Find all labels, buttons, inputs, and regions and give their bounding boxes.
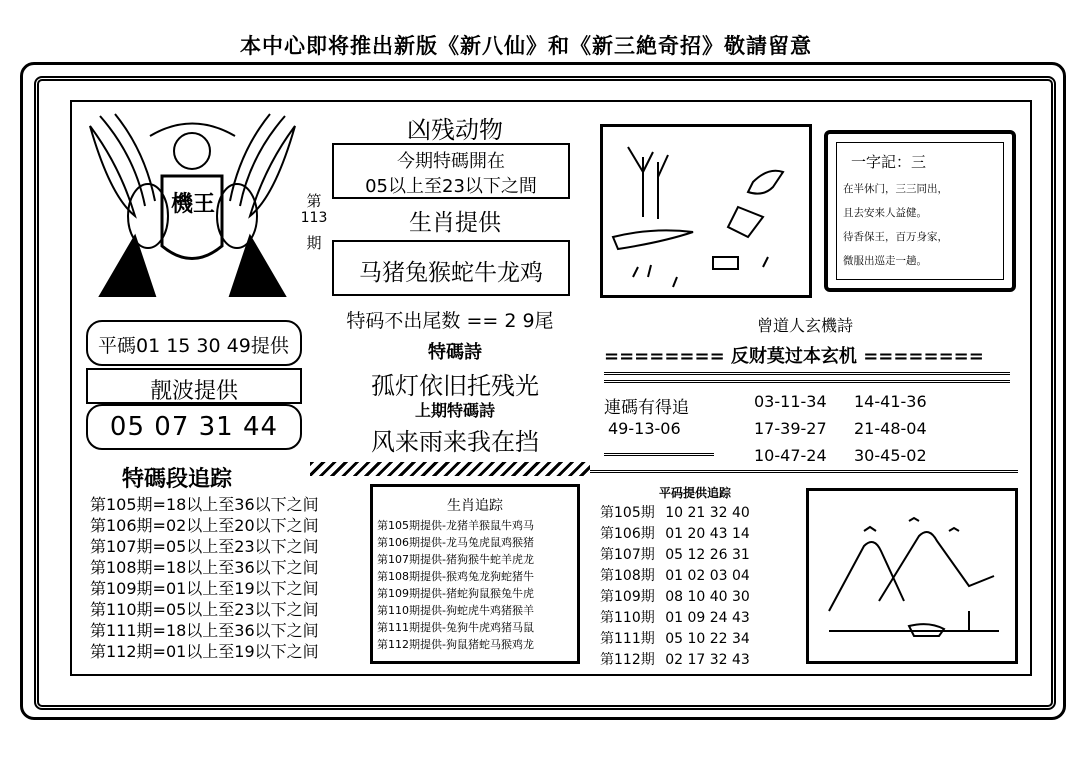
zodiac-title: 生肖提供 (409, 210, 501, 236)
zodiac-tracking-title: 生肖追踪 (447, 498, 503, 514)
zodiac-tracking-box (370, 484, 580, 664)
daoren-cell: 10-47-24 (754, 446, 827, 465)
flat-code-text: 平碼01 15 30 49提供 (98, 335, 289, 357)
zodiac-list: 马猪兔猴蛇牛龙鸡 (359, 260, 543, 286)
word-box-line: 在半休门，三三同出， (843, 183, 948, 195)
list-item: 第109期提供-猪蛇狗鼠猴兔牛虎 (377, 587, 534, 600)
issue-label-bottom: 期 (306, 234, 322, 252)
list-item: 第108期提供-猴鸡兔龙狗蛇猪牛 (377, 570, 534, 583)
flat-code-box (86, 320, 302, 366)
list-item: 第108期=18以上至36以下之间 (90, 558, 319, 577)
issue-label-top: 第 (306, 192, 322, 210)
daoren-cell: 17-39-27 (754, 419, 827, 438)
special-range-box (332, 143, 570, 199)
numbers-cell: 02 17 32 43 (665, 652, 750, 668)
daoren-poem-header: ======== 反财莫过本玄机 ======== (604, 346, 984, 367)
daoren-label-nums: 49-13-06 (608, 419, 681, 438)
divider (604, 453, 714, 456)
list-item: 第107期提供-猪狗猴牛蛇羊虎龙 (377, 553, 534, 566)
numbers-cell: 05 12 26 31 (665, 547, 750, 563)
daoren-label: 連碼有得追 (604, 398, 689, 418)
mountain-picture-frame (806, 488, 1018, 664)
prev-poem-title: 上期特碼詩 (414, 401, 495, 420)
logo-text: 機王 (170, 191, 215, 217)
issue-number: 113 (300, 210, 328, 226)
numbers-cell: 10 21 32 40 (665, 505, 750, 521)
wave-title: 靓波提供 (149, 379, 238, 404)
table-row (600, 523, 750, 543)
word-box-line: 且去安来人益健。 (843, 207, 927, 219)
list-item: 第111期提供-兔狗牛虎鸡猪马鼠 (377, 621, 534, 634)
table-row (600, 607, 750, 627)
list-item: 第107期=05以上至23以下之间 (90, 537, 319, 556)
period-cell: 第108期 (600, 568, 655, 584)
animal-title: 凶残动物 (407, 116, 503, 144)
daoren-cell: 21-48-04 (854, 419, 927, 438)
table-row (600, 586, 750, 606)
segment-tracking-list (90, 492, 330, 664)
list-item: 第105期提供-龙猪羊猴鼠牛鸡马 (377, 519, 534, 532)
special-range-line1: 今期特碼開在 (397, 151, 505, 172)
list-item: 第106期=02以上至20以下之间 (90, 516, 319, 535)
list-item: 第110期=05以上至23以下之间 (90, 600, 319, 619)
word-box-line: 待香保王，百万身家， (843, 231, 948, 243)
poem-line: 孤灯依旧托残光 (371, 372, 539, 400)
flat-tracking-title: 平码提供追踪 (658, 486, 731, 500)
divider (604, 380, 1010, 383)
period-cell: 第109期 (600, 589, 655, 605)
header-notice: 本中心即将推出新版《新八仙》和《新三絶奇招》敬請留意 (240, 33, 812, 58)
wave-title-box (86, 368, 302, 404)
table-row (600, 565, 750, 585)
list-item: 第111期=18以上至36以下之间 (90, 621, 319, 640)
list-item: 第110期提供-狗蛇虎牛鸡猪猴羊 (377, 604, 534, 617)
wave-numbers-box (86, 404, 302, 450)
poem-title: 特碼詩 (428, 342, 482, 363)
segment-tracking-title: 特碼段追踪 (122, 467, 233, 492)
list-item: 第105期=18以上至36以下之间 (90, 495, 319, 514)
divider (604, 372, 1010, 375)
table-row (600, 544, 750, 564)
numbers-cell: 01 09 24 43 (665, 610, 750, 626)
divider (590, 470, 1018, 473)
table-row (600, 628, 750, 648)
list-item: 第112期提供-狗鼠猪蛇马猴鸡龙 (377, 638, 534, 651)
eagle-logo (80, 106, 305, 301)
wave-numbers: 05 07 31 44 (109, 412, 279, 442)
numbers-cell: 08 10 40 30 (665, 589, 750, 605)
table-row (600, 649, 750, 669)
word-box-title: 一字記：三 (851, 153, 927, 171)
period-cell: 第110期 (600, 610, 655, 626)
list-item: 第106期提供-龙马兔虎鼠鸡猴猪 (377, 536, 534, 549)
list-item: 第109期=01以上至19以下之间 (90, 579, 319, 598)
numbers-cell: 01 20 43 14 (665, 526, 750, 542)
decorative-band (310, 462, 590, 476)
daoren-title: 曾道人玄機詩 (756, 316, 853, 335)
word-box-line: 微服出巡走一趟。 (843, 255, 927, 267)
table-row (600, 502, 750, 522)
period-cell: 第111期 (600, 631, 655, 647)
tail-note: 特码不出尾数 == 2 9尾 (346, 310, 554, 332)
special-range-line2: 05以上至23以下之間 (365, 176, 537, 197)
period-cell: 第105期 (600, 505, 655, 521)
zodiac-list-box (332, 240, 570, 296)
period-cell: 第107期 (600, 547, 655, 563)
list-item: 第112期=01以上至19以下之间 (90, 642, 319, 661)
prev-poem-line: 风来雨来我在挡 (371, 428, 539, 456)
daoren-cell: 14-41-36 (854, 392, 927, 411)
word-box-outer (824, 130, 1016, 292)
daoren-cell: 03-11-34 (754, 392, 827, 411)
period-cell: 第112期 (600, 652, 655, 668)
numbers-cell: 01 02 03 04 (665, 568, 750, 584)
daoren-cell: 30-45-02 (854, 446, 927, 465)
period-cell: 第106期 (600, 526, 655, 542)
mountain-scene-icon (809, 491, 1015, 661)
bird-scene-icon (603, 127, 809, 295)
numbers-cell: 05 10 22 34 (665, 631, 750, 647)
bird-picture-frame (600, 124, 812, 298)
word-box-inner (836, 142, 1004, 280)
